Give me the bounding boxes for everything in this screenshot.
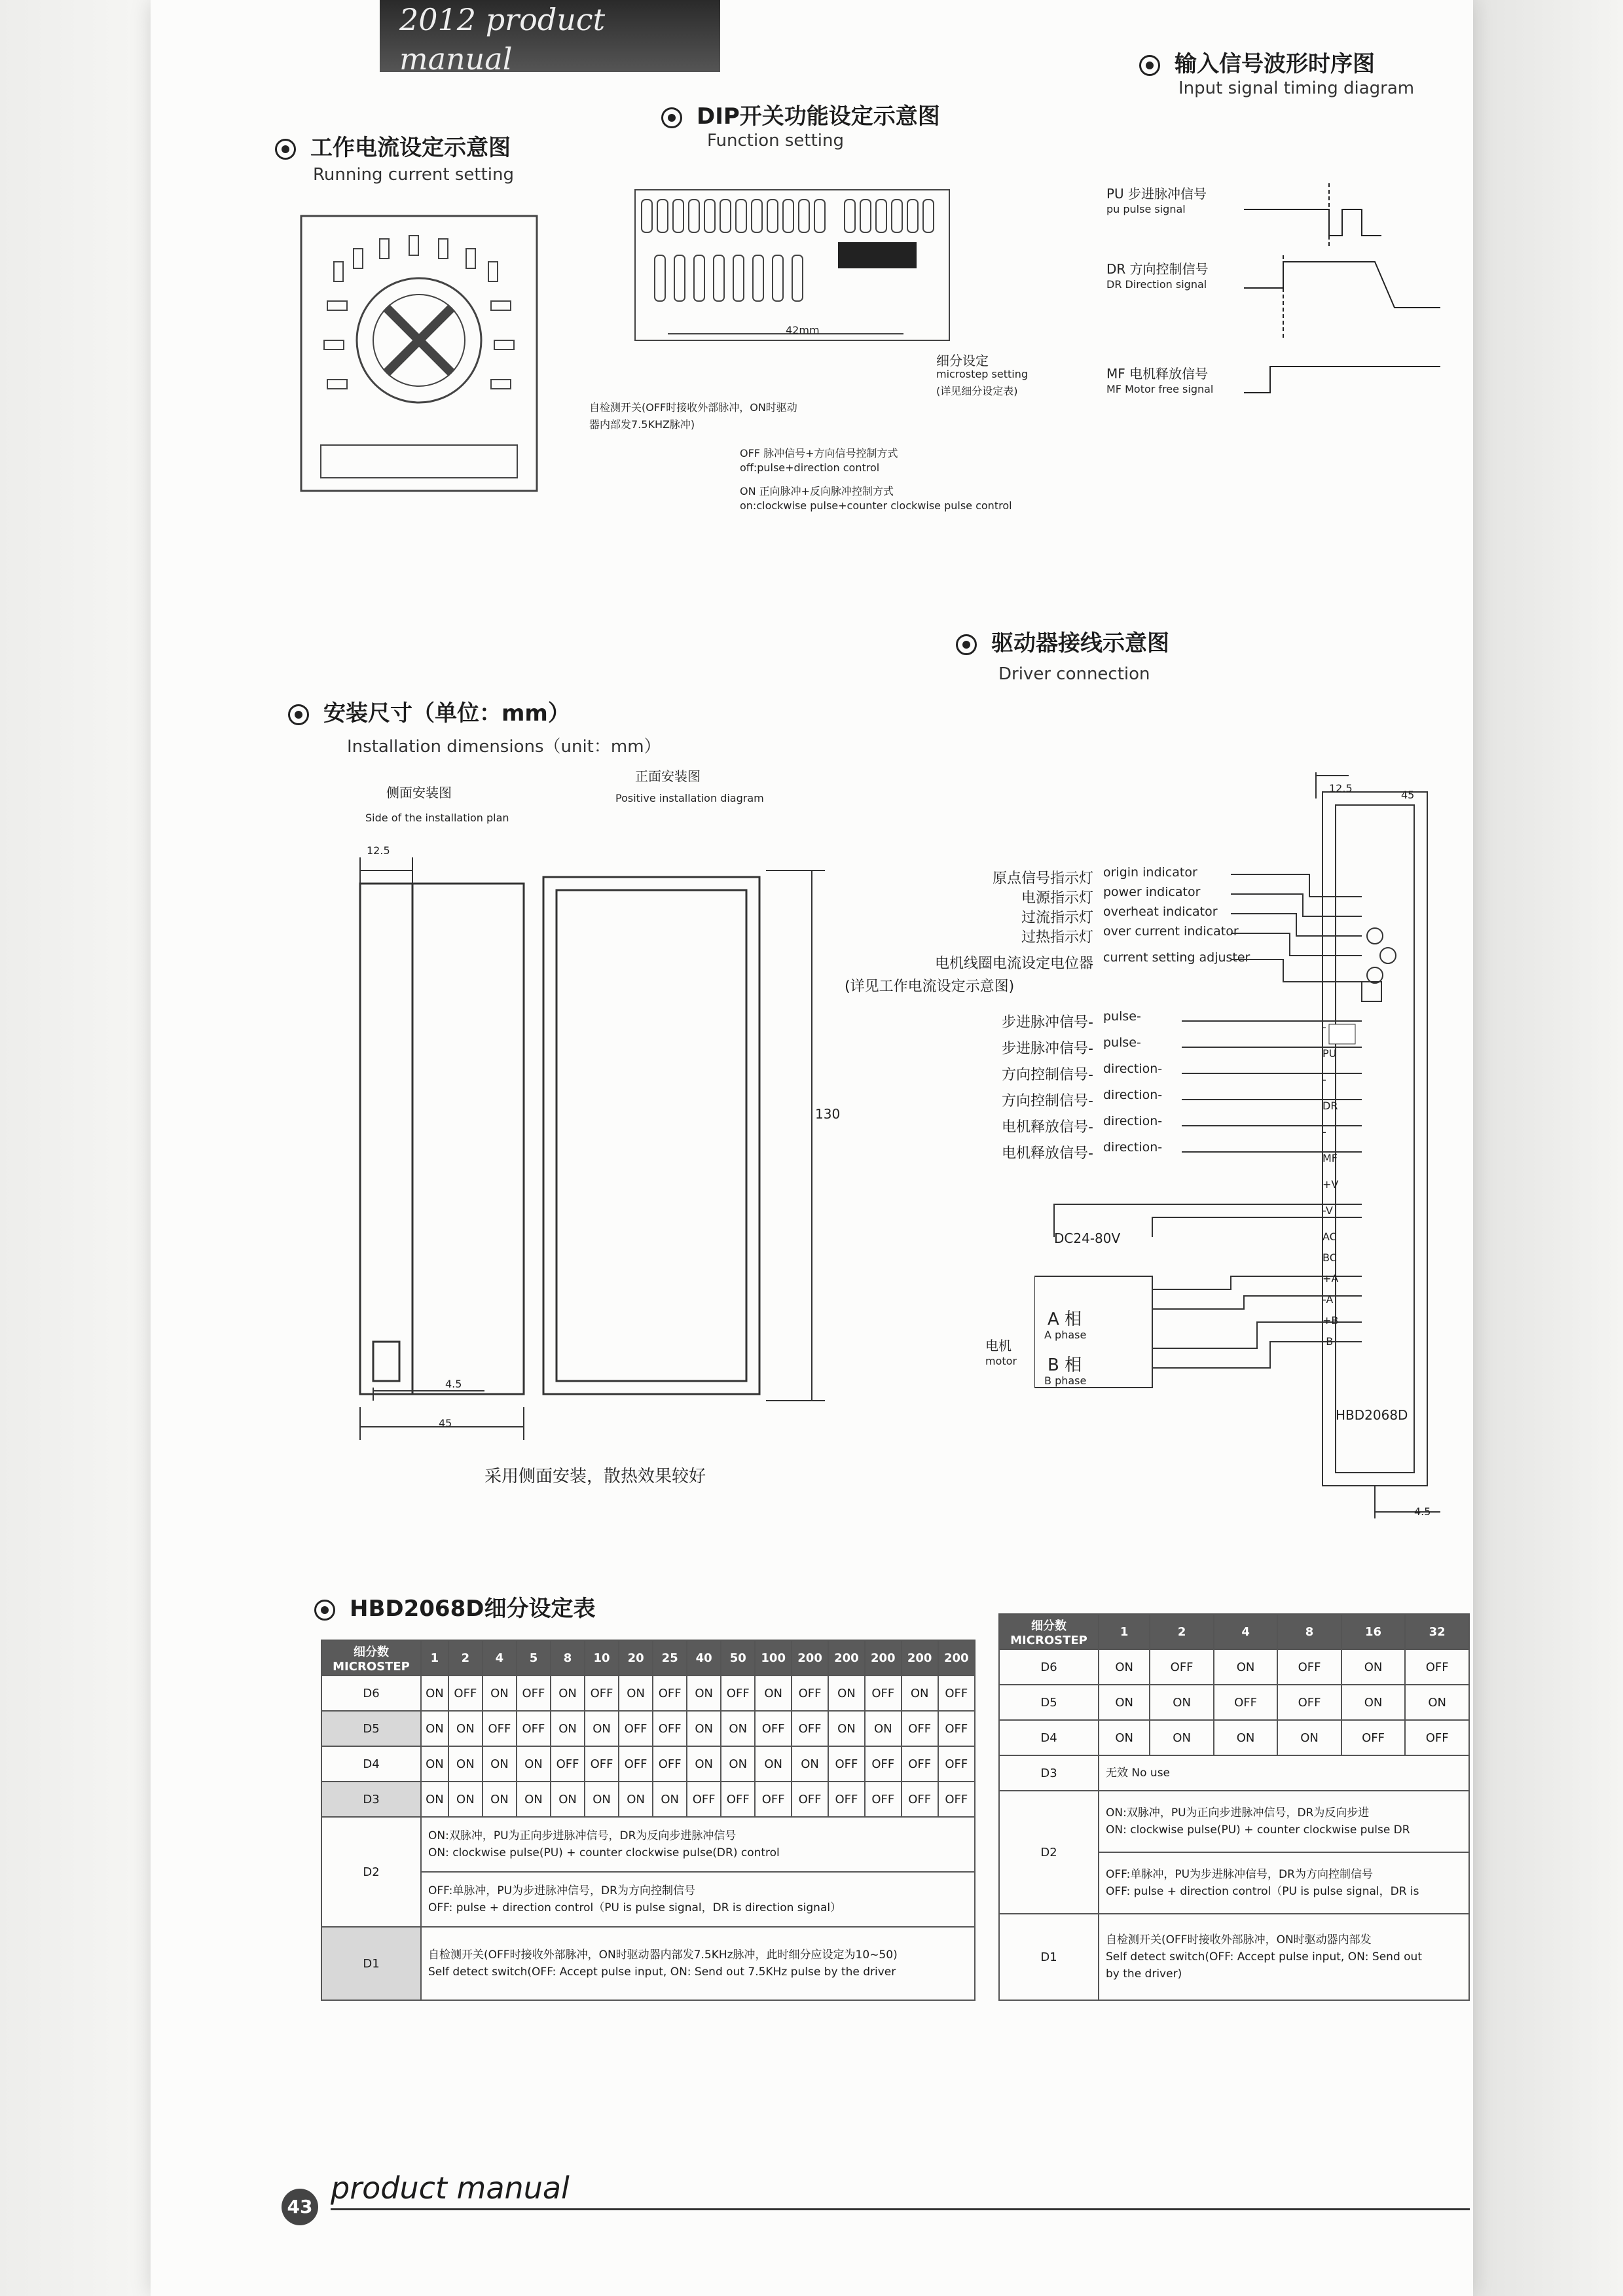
table-cell: ON: [551, 1711, 585, 1746]
table-cell: OFF: [865, 1746, 902, 1782]
table-col-header: 8: [551, 1640, 585, 1676]
table-cell: ON: [585, 1711, 619, 1746]
table-cell: ON: [687, 1676, 721, 1711]
install-side-en: Side of the installation plan: [365, 812, 509, 824]
dip-title: DIP开关功能设定示意图: [661, 98, 940, 130]
driver-label-free1-cn: 电机释放信号-: [1002, 1119, 1093, 1136]
driver-terminal-list: [1322, 1021, 1349, 1356]
driver-label-dir1-cn: 方向控制信号-: [1002, 1067, 1093, 1083]
table-cell: OFF: [653, 1676, 687, 1711]
table-cell: ON: [421, 1711, 448, 1746]
table-cell: OFF: [448, 1676, 483, 1711]
table-cell: OFF: [902, 1746, 938, 1782]
table-cell: OFF: [938, 1676, 975, 1711]
d2-on-cn: ON:双脉冲，PU为正向步进脉冲信号，DR为反向步进: [1106, 1806, 1370, 1820]
dip-microstep-cn: 细分设定: [936, 353, 989, 368]
phase-b-en: B phase: [1044, 1374, 1087, 1387]
driver-label-pulse2-cn: 步进脉冲信号-: [1002, 1041, 1093, 1057]
d2-on-en: ON: clockwise pulse(PU) + counter clockwise pulse DR: [1106, 1823, 1410, 1837]
table-col-header: 4: [1214, 1614, 1277, 1649]
terminal-label: -: [1322, 1126, 1326, 1138]
table-cell: ON: [448, 1746, 483, 1782]
table-cell: ON: [483, 1746, 517, 1782]
table-cell: ON: [653, 1782, 687, 1817]
table-col-header: 1: [1099, 1614, 1150, 1649]
dip-dim-label: 42mm: [786, 324, 820, 336]
table-cell: ON: [1150, 1720, 1213, 1755]
table-row: [999, 1914, 1469, 2000]
table-cell: OFF: [1214, 1685, 1277, 1720]
table-header-label: 细分数 MICROSTEP: [321, 1640, 421, 1676]
d2-off-en: OFF: pulse + direction control（PU is pulse signal，DR is: [1106, 1885, 1419, 1898]
table-cell: OFF: [721, 1676, 755, 1711]
table-col-header: 50: [721, 1640, 755, 1676]
table-cell: OFF: [792, 1782, 828, 1817]
table-cell: OFF: [792, 1676, 828, 1711]
install-dim-45: 45: [439, 1417, 452, 1429]
driver-dim-top1: 12.5: [1329, 782, 1353, 795]
table-cell: OFF: [1277, 1649, 1341, 1685]
microstep-table-left: [321, 1640, 976, 2001]
table-row: [999, 1685, 1469, 1720]
d3-cell: 无效 No use: [1099, 1755, 1469, 1791]
microstep-table-right: [998, 1613, 1470, 2001]
table-cell: ON: [1099, 1649, 1150, 1685]
driver-label-overcurrent-cn: 过热指示灯: [1021, 929, 1093, 946]
table-cell: ON: [865, 1711, 902, 1746]
table-cell: ON: [483, 1782, 517, 1817]
table-cell: ON: [755, 1676, 792, 1711]
table-cell: OFF: [687, 1782, 721, 1817]
table-cell: OFF: [938, 1746, 975, 1782]
table-cell: ON: [755, 1746, 792, 1782]
bullet-icon: [288, 704, 309, 725]
table-row: [321, 1782, 975, 1817]
driver-label-origin-cn: 原点信号指示灯: [992, 870, 1093, 887]
table-cell: ON: [421, 1746, 448, 1782]
driver-dim-top2: 45: [1401, 789, 1415, 801]
terminal-label: -B: [1322, 1335, 1334, 1348]
table-cell: OFF: [1341, 1720, 1405, 1755]
d2-off-cn: OFF:单脉冲，PU为步进脉冲信号，DR为方向控制信号: [1106, 1868, 1373, 1881]
table-cell: ON: [828, 1711, 865, 1746]
table-cell: OFF: [653, 1746, 687, 1782]
running-current-title: 工作电流设定示意图: [275, 130, 511, 162]
table-cell: ON: [421, 1782, 448, 1817]
timing-title: 输入信号波形时序图: [1139, 46, 1375, 78]
row-label: D5: [999, 1685, 1099, 1720]
driver-subtitle: Driver connection: [998, 664, 1150, 684]
driver-label-pulse1-en: pulse-: [1103, 1009, 1141, 1024]
table-col-header: 20: [619, 1640, 653, 1676]
table-cell: ON: [1341, 1685, 1405, 1720]
row-label: D1: [321, 1927, 421, 2000]
table-cell: OFF: [755, 1782, 792, 1817]
footer-rule: [331, 2208, 1470, 2210]
header-banner: 2012 product manual: [380, 0, 720, 72]
table-cell: OFF: [619, 1746, 653, 1782]
terminal-label: +V: [1322, 1178, 1339, 1191]
terminal-label: -A: [1322, 1293, 1334, 1306]
driver-label-overheat-cn: 过流指示灯: [1021, 910, 1093, 926]
row-label: D6: [321, 1676, 421, 1711]
d2-on-en: ON: clockwise pulse(PU) + counter clockwise pulse(DR) control: [428, 1846, 780, 1859]
bullet-icon: [1139, 55, 1160, 76]
d1-en: Self detect switch(OFF: Accept pulse input, ON: Send out 7.5KHz pulse by the driver: [428, 1965, 896, 1979]
install-dim-130: 130: [815, 1106, 841, 1122]
table-row: [321, 1927, 975, 2000]
driver-label-adjuster-en: current setting adjuster: [1103, 950, 1250, 965]
table-col-header: 1: [421, 1640, 448, 1676]
table-col-header: 2: [1150, 1614, 1213, 1649]
driver-label-dir2-en: direction-: [1103, 1088, 1163, 1102]
driver-power-label: DC24-80V: [1054, 1230, 1121, 1246]
d1-en2: by the driver): [1106, 1967, 1182, 1981]
table-cell: ON: [1150, 1685, 1213, 1720]
table-cell: ON: [687, 1711, 721, 1746]
dip-off-label: OFF 脉冲信号+方向信号控制方式: [740, 447, 898, 459]
d2-on-cell: [421, 1817, 975, 1872]
table-cell: OFF: [585, 1676, 619, 1711]
timing-mf-cn: MF 电机释放信号: [1106, 366, 1209, 382]
table-col-header: 40: [687, 1640, 721, 1676]
table-cell: OFF: [865, 1782, 902, 1817]
bullet-icon: [661, 107, 682, 128]
driver-label-pulse2-en: pulse-: [1103, 1035, 1141, 1050]
install-subtitle: Installation dimensions（unit：mm）: [347, 737, 661, 757]
table-row: [321, 1676, 975, 1711]
table-cell: OFF: [755, 1711, 792, 1746]
table-cell: ON: [721, 1711, 755, 1746]
table-cell: ON: [1277, 1720, 1341, 1755]
install-dim-4-5: 4.5: [445, 1378, 462, 1390]
driver-label-power-en: power indicator: [1103, 885, 1201, 899]
driver-model: HBD2068D: [1336, 1407, 1408, 1423]
table-cell: ON: [517, 1782, 551, 1817]
driver-label-overheat-en: overheat indicator: [1103, 905, 1218, 919]
table-cell: ON: [551, 1782, 585, 1817]
footer-title: product manual: [331, 2170, 570, 2206]
table-row: [999, 1720, 1469, 1755]
page-shadow-right: [1472, 0, 1623, 2296]
table-row: [321, 1817, 975, 1872]
dip-diagram: [629, 164, 969, 373]
d2-on-cell: [1099, 1791, 1469, 1852]
table-cell: ON: [792, 1746, 828, 1782]
phase-a-cn: A 相: [1048, 1310, 1082, 1329]
table-cell: ON: [551, 1676, 585, 1711]
install-side-cn: 侧面安装图: [386, 785, 452, 800]
row-label: D6: [999, 1649, 1099, 1685]
table-cell: OFF: [828, 1746, 865, 1782]
table-col-header: 25: [653, 1640, 687, 1676]
install-front-en: Positive installation diagram: [615, 792, 764, 804]
table-col-header: 5: [517, 1640, 551, 1676]
table-cell: ON: [1214, 1720, 1277, 1755]
table-col-header: 2: [448, 1640, 483, 1676]
table-col-header: 16: [1341, 1614, 1405, 1649]
install-dim-12-5: 12.5: [367, 844, 390, 857]
table-col-header: 200: [938, 1640, 975, 1676]
d2-off-cn: OFF:单脉冲，PU为步进脉冲信号，DR为方向控制信号: [428, 1884, 695, 1897]
dip-on-en: on:clockwise pulse+counter clockwise pulse control: [740, 499, 1012, 512]
driver-label-dir2-cn: 方向控制信号-: [1002, 1093, 1093, 1109]
terminal-label: PU: [1322, 1047, 1337, 1060]
table-col-header: 200: [828, 1640, 865, 1676]
table-cell: ON: [721, 1746, 755, 1782]
table-cell: OFF: [792, 1711, 828, 1746]
table-col-header: 10: [585, 1640, 619, 1676]
table-col-header: 200: [792, 1640, 828, 1676]
table-cell: OFF: [551, 1746, 585, 1782]
row-label: D3: [999, 1755, 1099, 1791]
table-cell: ON: [828, 1676, 865, 1711]
table-row: [999, 1791, 1469, 1852]
timing-dr-en: DR Direction signal: [1106, 278, 1207, 291]
terminal-label: +B: [1322, 1314, 1339, 1327]
table-cell: OFF: [517, 1711, 551, 1746]
phase-b-cn: B 相: [1048, 1355, 1082, 1375]
table-row: [321, 1711, 975, 1746]
terminal-label: +A: [1322, 1272, 1339, 1285]
row-label: D5: [321, 1711, 421, 1746]
running-current-diagram: [295, 209, 543, 497]
terminal-label: BC: [1322, 1251, 1337, 1264]
table-cell: OFF: [619, 1711, 653, 1746]
terminal-label: AC: [1322, 1230, 1337, 1243]
row-label: D4: [999, 1720, 1099, 1755]
driver-label-pulse1-cn: 步进脉冲信号-: [1002, 1014, 1093, 1031]
timing-pu-cn: PU 步进脉冲信号: [1106, 186, 1207, 202]
terminal-label: -V: [1322, 1204, 1333, 1217]
d2-on-cn: ON:双脉冲，PU为正向步进脉冲信号，DR为反向步进脉冲信号: [428, 1829, 737, 1842]
row-label: D2: [999, 1791, 1099, 1914]
table-cell: ON: [1214, 1649, 1277, 1685]
page-shadow-left: [0, 0, 151, 2296]
d1-cell: [421, 1927, 975, 2000]
install-diagram: [347, 838, 884, 1453]
table-cell: OFF: [902, 1711, 938, 1746]
d1-cell: [1099, 1914, 1469, 2000]
table-cell: OFF: [902, 1782, 938, 1817]
driver-label-free1-en: direction-: [1103, 1114, 1163, 1128]
page-number: 43: [282, 2189, 318, 2225]
microstep-table-title: HBD2068D细分设定表: [314, 1590, 595, 1623]
table-cell: OFF: [653, 1711, 687, 1746]
table-cell: ON: [448, 1711, 483, 1746]
table-cell: ON: [483, 1676, 517, 1711]
motor-cn: 电机: [985, 1338, 1012, 1354]
table-cell: ON: [902, 1676, 938, 1711]
row-label: D3: [321, 1782, 421, 1817]
phase-a-en: A phase: [1044, 1329, 1087, 1341]
d1-en: Self detect switch(OFF: Accept pulse input, ON: Send out: [1106, 1950, 1422, 1964]
table-cell: ON: [1341, 1649, 1405, 1685]
dip-selfcheck-label: 自检测开关(OFF时接收外部脉冲，ON时驱动器内部发7.5KHZ脉冲): [589, 401, 797, 431]
driver-label-origin-en: origin indicator: [1103, 865, 1197, 880]
bullet-icon: [956, 634, 977, 655]
timing-dr-cn: DR 方向控制信号: [1106, 261, 1209, 277]
table-cell: OFF: [721, 1782, 755, 1817]
row-label: D1: [999, 1914, 1099, 2000]
d1-cn: 自检测开关(OFF时接收外部脉冲，ON时驱动器内部发: [1106, 1933, 1372, 1946]
row-label: D4: [321, 1746, 421, 1782]
table-cell: ON: [585, 1782, 619, 1817]
table-row: [321, 1746, 975, 1782]
driver-label-overcurrent-en: over current indicator: [1103, 924, 1239, 939]
table-cell: ON: [517, 1746, 551, 1782]
driver-label-adjuster-note: (详见工作电流设定示意图): [845, 978, 1015, 995]
table-cell: ON: [619, 1782, 653, 1817]
dip-subtitle: Function setting: [707, 131, 844, 151]
timing-pu-en: pu pulse signal: [1106, 203, 1186, 215]
row-label: D2: [321, 1817, 421, 1927]
table-cell: OFF: [865, 1676, 902, 1711]
table-cell: OFF: [1277, 1685, 1341, 1720]
table-cell: ON: [1405, 1685, 1469, 1720]
driver-label-free2-cn: 电机释放信号-: [1002, 1145, 1093, 1162]
table-cell: OFF: [1405, 1649, 1469, 1685]
table-header-label: 细分数 MICROSTEP: [999, 1614, 1099, 1649]
table-cell: OFF: [585, 1746, 619, 1782]
dip-off-en: off:pulse+direction control: [740, 461, 880, 474]
table-col-header: 100: [755, 1640, 792, 1676]
install-title: 安装尺寸（单位：mm）: [288, 695, 570, 727]
table-col-header: 200: [902, 1640, 938, 1676]
bullet-icon: [314, 1600, 335, 1621]
table-row: [999, 1755, 1469, 1791]
table-cell: OFF: [483, 1711, 517, 1746]
terminal-label: -: [1322, 1021, 1326, 1033]
d1-cn: 自检测开关(OFF时接收外部脉冲，ON时驱动器内部发7.5KHz脉冲，此时细分应设定为10~50): [428, 1948, 898, 1962]
driver-label-power-cn: 电源指示灯: [1021, 890, 1093, 906]
install-front-cn: 正面安装图: [635, 768, 701, 784]
driver-label-free2-en: direction-: [1103, 1140, 1163, 1155]
table-cell: OFF: [1405, 1720, 1469, 1755]
d2-off-cell: [1099, 1852, 1469, 1914]
driver-label-dir1-en: direction-: [1103, 1062, 1163, 1076]
table-col-header: 4: [483, 1640, 517, 1676]
terminal-label: DR: [1322, 1100, 1338, 1112]
timing-subtitle: Input signal timing diagram: [1178, 79, 1415, 98]
timing-diagram: [1244, 170, 1467, 419]
bullet-icon: [275, 139, 296, 160]
table-cell: OFF: [938, 1711, 975, 1746]
terminal-label: -: [1322, 1073, 1326, 1086]
driver-label-adjuster-cn: 电机线圈电流设定电位器: [934, 956, 1093, 972]
table-col-header: 32: [1405, 1614, 1469, 1649]
dip-on-label: ON 正向脉冲+反向脉冲控制方式: [740, 485, 894, 497]
d2-off-cell: [421, 1872, 975, 1927]
d2-off-en: OFF: pulse + direction control（PU is pulse signal，DR is direction signal）: [428, 1901, 842, 1914]
table-cell: OFF: [828, 1782, 865, 1817]
table-cell: ON: [1099, 1720, 1150, 1755]
table-cell: ON: [619, 1676, 653, 1711]
table-cell: OFF: [1150, 1649, 1213, 1685]
table-col-header: 8: [1277, 1614, 1341, 1649]
table-cell: ON: [421, 1676, 448, 1711]
driver-title: 驱动器接线示意图: [956, 625, 1169, 657]
install-note: 采用侧面安装，散热效果较好: [484, 1467, 706, 1486]
table-cell: ON: [1099, 1685, 1150, 1720]
dip-microstep-note: (详见细分设定表): [936, 385, 1018, 397]
table-cell: ON: [687, 1746, 721, 1782]
dip-microstep-en: microstep setting: [936, 368, 1029, 380]
motor-en: motor: [985, 1355, 1017, 1367]
table-col-header: 200: [865, 1640, 902, 1676]
table-cell: OFF: [938, 1782, 975, 1817]
running-current-subtitle: Running current setting: [313, 165, 514, 185]
terminal-label: MF: [1322, 1152, 1338, 1164]
timing-mf-en: MF Motor free signal: [1106, 383, 1214, 395]
driver-dim-bottom: 4.5: [1414, 1505, 1431, 1518]
table-row: [999, 1649, 1469, 1685]
table-cell: OFF: [517, 1676, 551, 1711]
table-cell: ON: [448, 1782, 483, 1817]
